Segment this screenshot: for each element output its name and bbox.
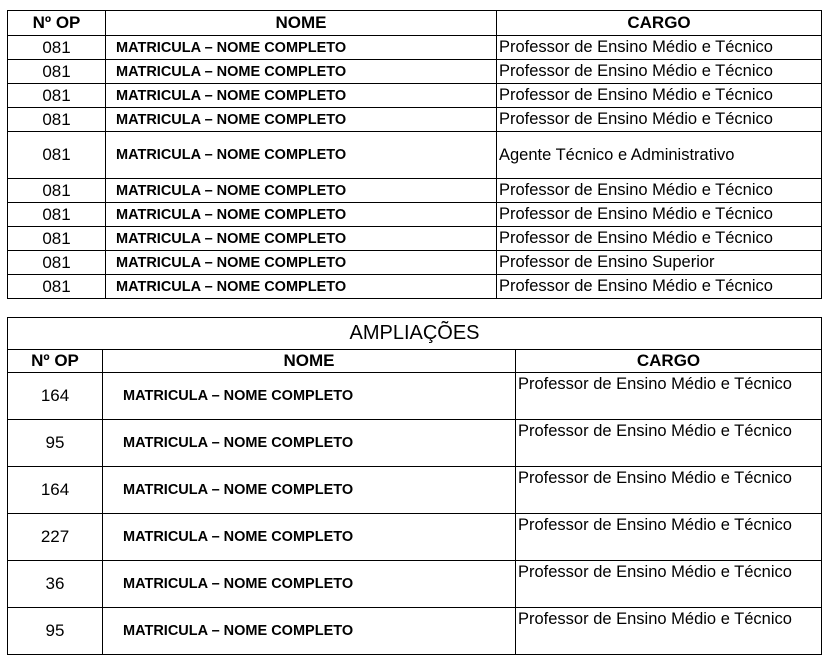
header-nome: NOME: [106, 11, 497, 36]
cell-op: 164: [8, 467, 103, 514]
cell-op: 081: [8, 251, 106, 275]
cell-op: 081: [8, 203, 106, 227]
cell-op: 081: [8, 36, 106, 60]
table-row: [8, 108, 822, 132]
table-servidores: [7, 10, 822, 299]
cell-cargo: Professor de Ensino Médio e Técnico: [497, 179, 822, 203]
table-header-row: [8, 11, 822, 36]
cell-nome: MATRICULA – NOME COMPLETO: [103, 420, 516, 467]
table-row: [8, 60, 822, 84]
cell-cargo: Professor de Ensino Médio e Técnico: [516, 373, 822, 420]
cell-op: 95: [8, 420, 103, 467]
table-title-row: [8, 318, 822, 350]
header-cargo: CARGO: [497, 11, 822, 36]
cell-op: 081: [8, 84, 106, 108]
table-row: [8, 203, 822, 227]
cell-nome: MATRICULA – NOME COMPLETO: [106, 251, 497, 275]
cell-op: 081: [8, 275, 106, 299]
cell-cargo: Professor de Ensino Médio e Técnico: [497, 36, 822, 60]
cell-nome: MATRICULA – NOME COMPLETO: [106, 36, 497, 60]
cell-op: 36: [8, 561, 103, 608]
cell-cargo: Professor de Ensino Superior: [497, 251, 822, 275]
table-row: [8, 36, 822, 60]
table-row: [8, 561, 822, 608]
header-nome: NOME: [103, 350, 516, 373]
cell-nome: MATRICULA – NOME COMPLETO: [103, 467, 516, 514]
header-cargo: CARGO: [516, 350, 822, 373]
cell-cargo: Professor de Ensino Médio e Técnico: [497, 227, 822, 251]
table-row: [8, 84, 822, 108]
cell-nome: MATRICULA – NOME COMPLETO: [106, 203, 497, 227]
header-op: Nº OP: [8, 350, 103, 373]
cell-op: 081: [8, 179, 106, 203]
cell-op: 081: [8, 227, 106, 251]
cell-cargo: Professor de Ensino Médio e Técnico: [516, 420, 822, 467]
header-op: Nº OP: [8, 11, 106, 36]
cell-cargo: Professor de Ensino Médio e Técnico: [497, 203, 822, 227]
cell-nome: MATRICULA – NOME COMPLETO: [106, 179, 497, 203]
cell-cargo: Professor de Ensino Médio e Técnico: [497, 84, 822, 108]
table-row: [8, 467, 822, 514]
cell-cargo: Professor de Ensino Médio e Técnico: [497, 108, 822, 132]
table-row: [8, 251, 822, 275]
table-row: [8, 179, 822, 203]
table-header-row: [8, 350, 822, 373]
cell-nome: MATRICULA – NOME COMPLETO: [106, 84, 497, 108]
cell-nome: MATRICULA – NOME COMPLETO: [103, 373, 516, 420]
cell-cargo: Professor de Ensino Médio e Técnico: [497, 60, 822, 84]
cell-op: 081: [8, 108, 106, 132]
cell-op: 081: [8, 132, 106, 179]
cell-nome: MATRICULA – NOME COMPLETO: [106, 132, 497, 179]
cell-op: 227: [8, 514, 103, 561]
cell-nome: MATRICULA – NOME COMPLETO: [106, 275, 497, 299]
cell-op: 164: [8, 373, 103, 420]
table-row: [8, 420, 822, 467]
table-row: [8, 373, 822, 420]
table-row: [8, 227, 822, 251]
cell-nome: MATRICULA – NOME COMPLETO: [103, 608, 516, 655]
cell-cargo: Professor de Ensino Médio e Técnico: [516, 514, 822, 561]
table-ampliacoes: [7, 317, 822, 655]
cell-cargo: Professor de Ensino Médio e Técnico: [516, 561, 822, 608]
cell-nome: MATRICULA – NOME COMPLETO: [103, 561, 516, 608]
cell-nome: MATRICULA – NOME COMPLETO: [106, 60, 497, 84]
cell-nome: MATRICULA – NOME COMPLETO: [103, 514, 516, 561]
cell-cargo: Agente Técnico e Administrativo: [497, 132, 822, 179]
cell-cargo: Professor de Ensino Médio e Técnico: [516, 608, 822, 655]
cell-nome: MATRICULA – NOME COMPLETO: [106, 108, 497, 132]
cell-op: 95: [8, 608, 103, 655]
cell-nome: MATRICULA – NOME COMPLETO: [106, 227, 497, 251]
cell-op: 081: [8, 60, 106, 84]
table-row: [8, 132, 822, 179]
cell-cargo: Professor de Ensino Médio e Técnico: [516, 467, 822, 514]
table-title: AMPLIAÇÕES: [8, 318, 822, 350]
table-row: [8, 608, 822, 655]
table-row: [8, 275, 822, 299]
cell-cargo: Professor de Ensino Médio e Técnico: [497, 275, 822, 299]
table-row: [8, 514, 822, 561]
